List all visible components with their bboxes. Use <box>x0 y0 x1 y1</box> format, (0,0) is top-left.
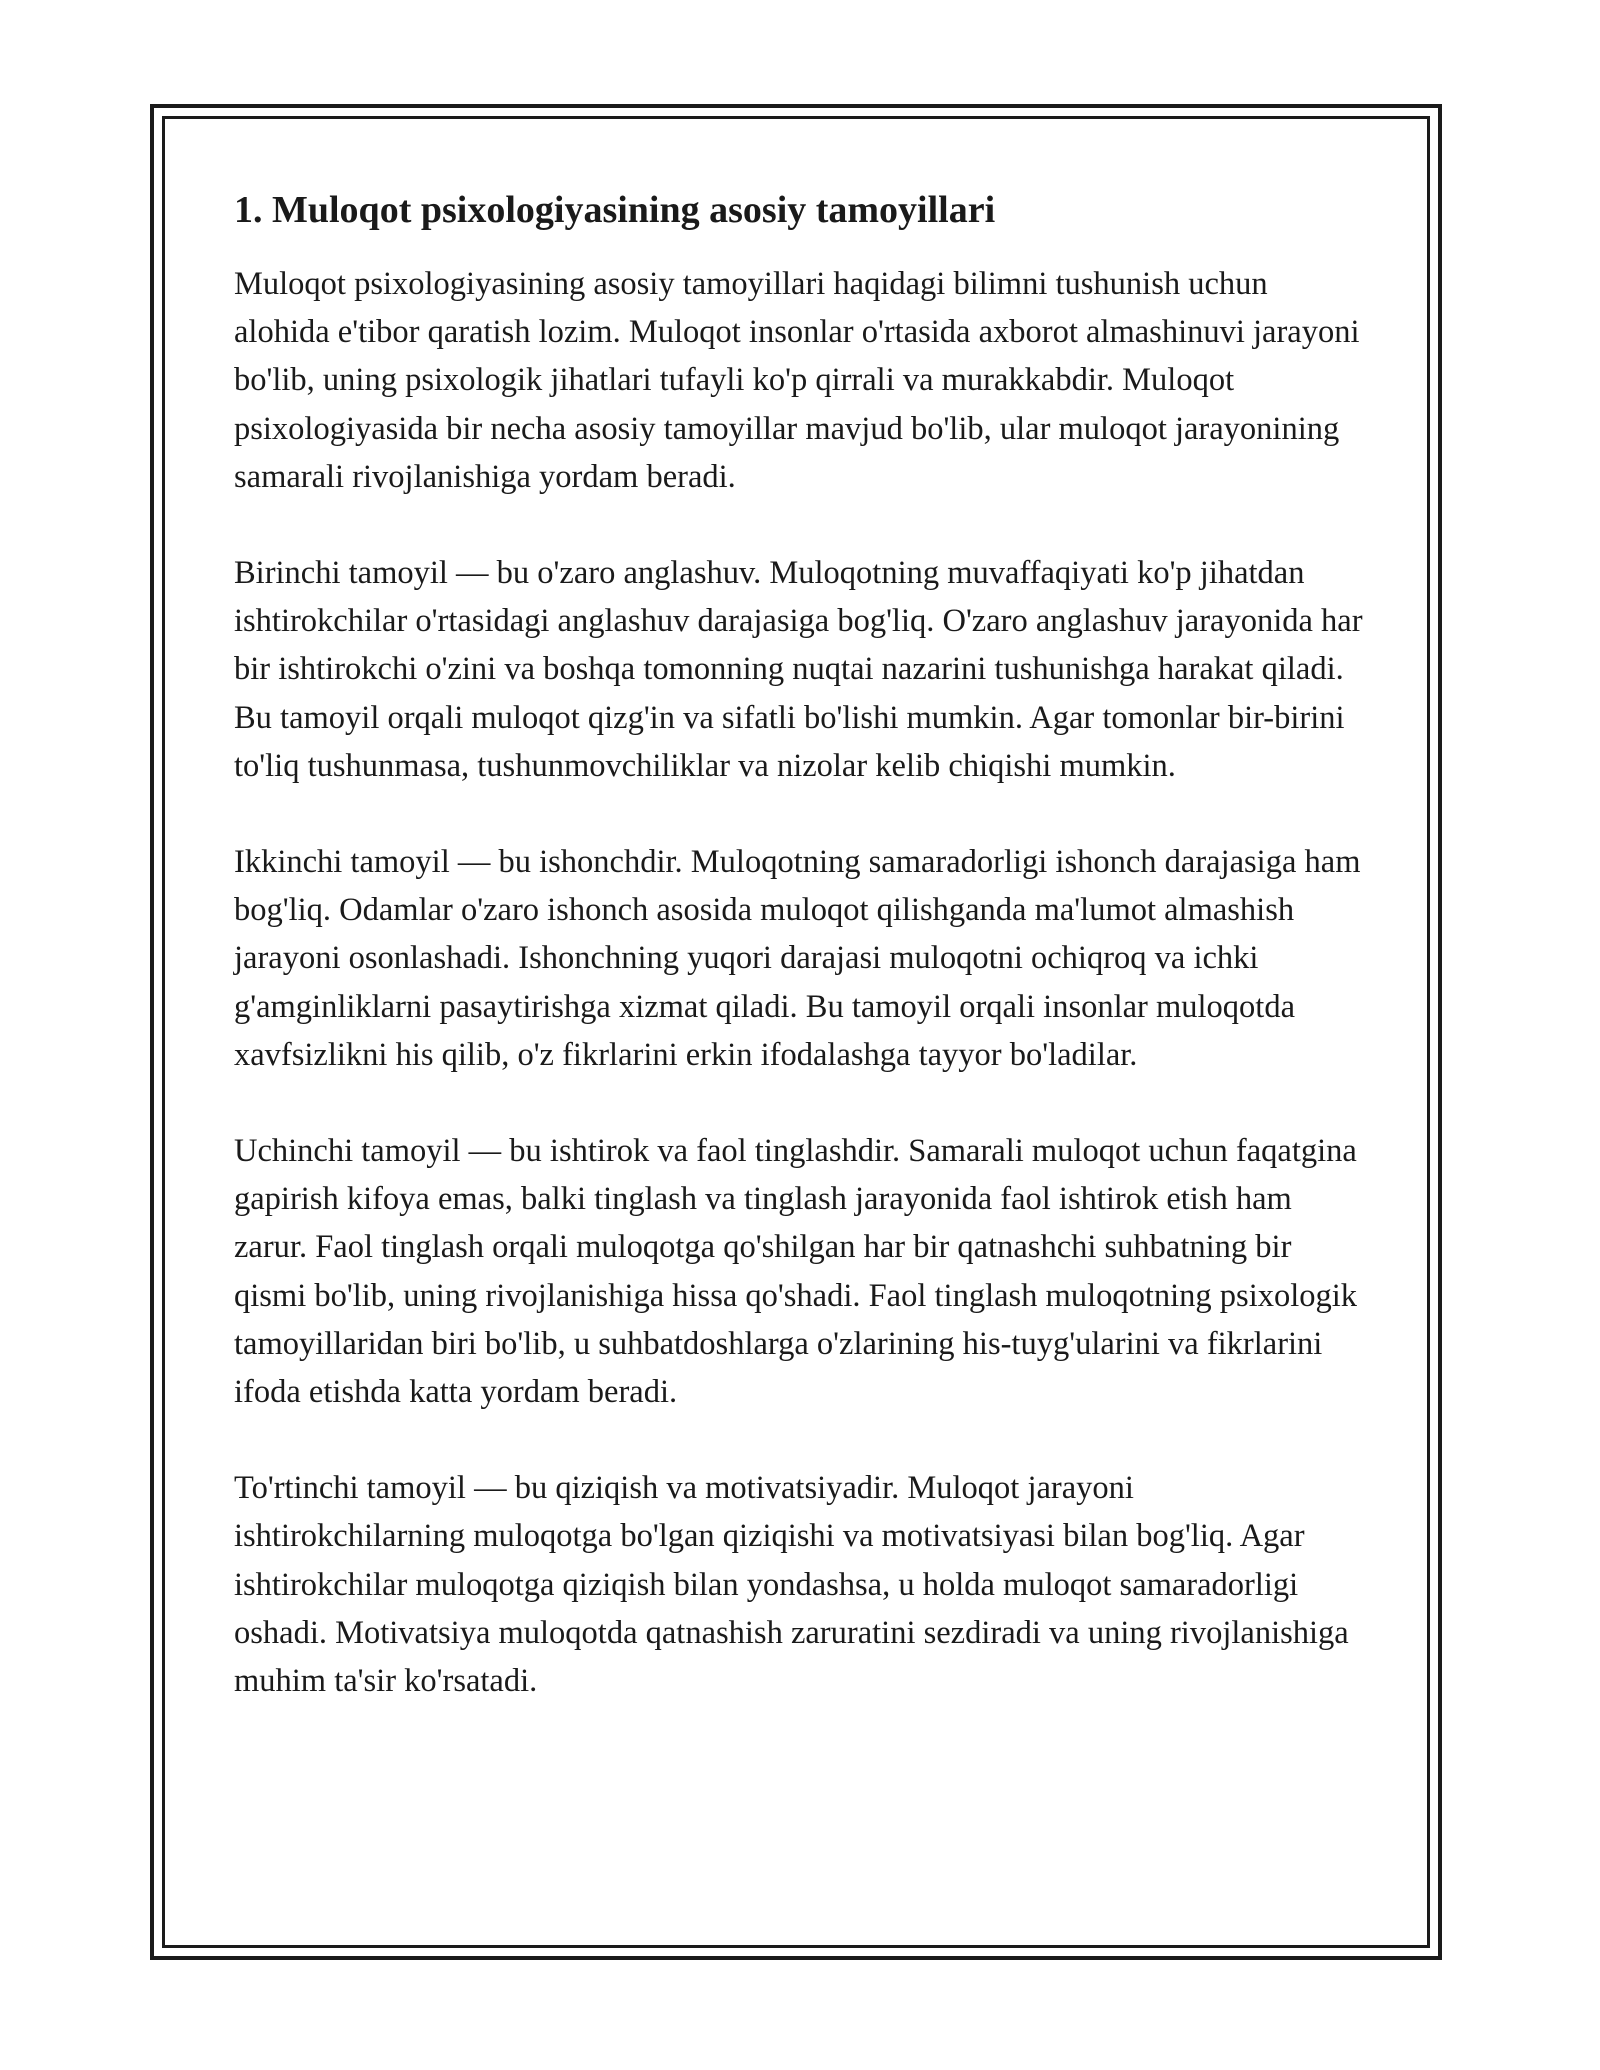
paragraph-principle-2: Ikkinchi tamoyil — bu ishonchdir. Muloqotning samaradorligi ishonch darajasiga ham bog'liq. Odamlar o'zaro ishonch asosida muloqot qilishganda ma'lumot almashish jarayoni osonlashadi. Ishonchning yuqori darajasi muloqotni ochiqroq va ichki g'amginliklarni pasaytirishga xizmat qiladi. Bu tamoyil orqali insonlar muloqotda xavfsizlikni his qilib, o'z fikrlarini erkin ifodalashga tayyor bo'ladilar. <box>234 844 1361 1073</box>
paragraph-principle-3: Uchinchi tamoyil — bu ishtirok va faol tinglashdir. Samarali muloqot uchun faqatgina gapirish kifoya emas, balki tinglash va tinglash jarayonida faol ishtirok etish ham zarur. Faol tinglash orqali muloqotga qo'shilgan har bir qatnashchi suhbatning bir qismi bo'lib, uning rivojlanishiga hissa qo'shadi. Faol tinglash muloqotning psixologik tamoyillaridan biri bo'lib, u suhbatdoshlarga o'zlarining his-tuyg'ularini va fikrlarini ifoda etishda katta yordam beradi. <box>234 1133 1358 1411</box>
paragraph-intro: Muloqot psixologiyasining asosiy tamoyillari haqidagi bilimni tushunish uchun alohida e'tibor qaratish lozim. Muloqot insonlar o'rtasida axborot almashinuvi jarayoni bo'lib, uning psixologik jihatlari tufayli ko'p qirrali va murakkabdir. Muloqot psixologiyasida bir necha asosiy tamoyillar mavjud bo'lib, ular muloqot jarayonining samarali rivojlanishiga yordam beradi. <box>234 266 1360 495</box>
document-body <box>234 184 1364 1753</box>
paragraph-principle-1: Birinchi tamoyil — bu o'zaro anglashuv. Muloqotning muvaffaqiyati ko'p jihatdan ishtirokchilar o'rtasidagi anglashuv darajasiga bog'liq. O'zaro anglashuv jarayonida har bir ishtirokchi o'zini va boshqa tomonning nuqtai nazarini tushunishga harakat qiladi. Bu tamoyil orqali muloqot qizg'in va sifatli bo'lishi mumkin. Agar tomonlar bir-birini to'liq tushunmasa, tushunmovchiliklar va nizolar kelib chiqishi mumkin. <box>234 555 1363 784</box>
section-title: 1. Muloqot psixologiyasining asosiy tamoyillari <box>234 189 996 231</box>
paragraph-principle-4: To'rtinchi tamoyil — bu qiziqish va motivatsiyadir. Muloqot jarayoni ishtirokchilarning muloqotga bo'lgan qiziqishi va motivatsiyasi bilan bog'liq. Agar ishtirokchilar muloqotga qiziqish bilan yondashsa, u holda muloqot samaradorligi oshadi. Motivatsiya muloqotda qatnashish zaruratini sezdiradi va uning rivojlanishiga muhim ta'sir ko'rsatadi. <box>234 1470 1349 1700</box>
